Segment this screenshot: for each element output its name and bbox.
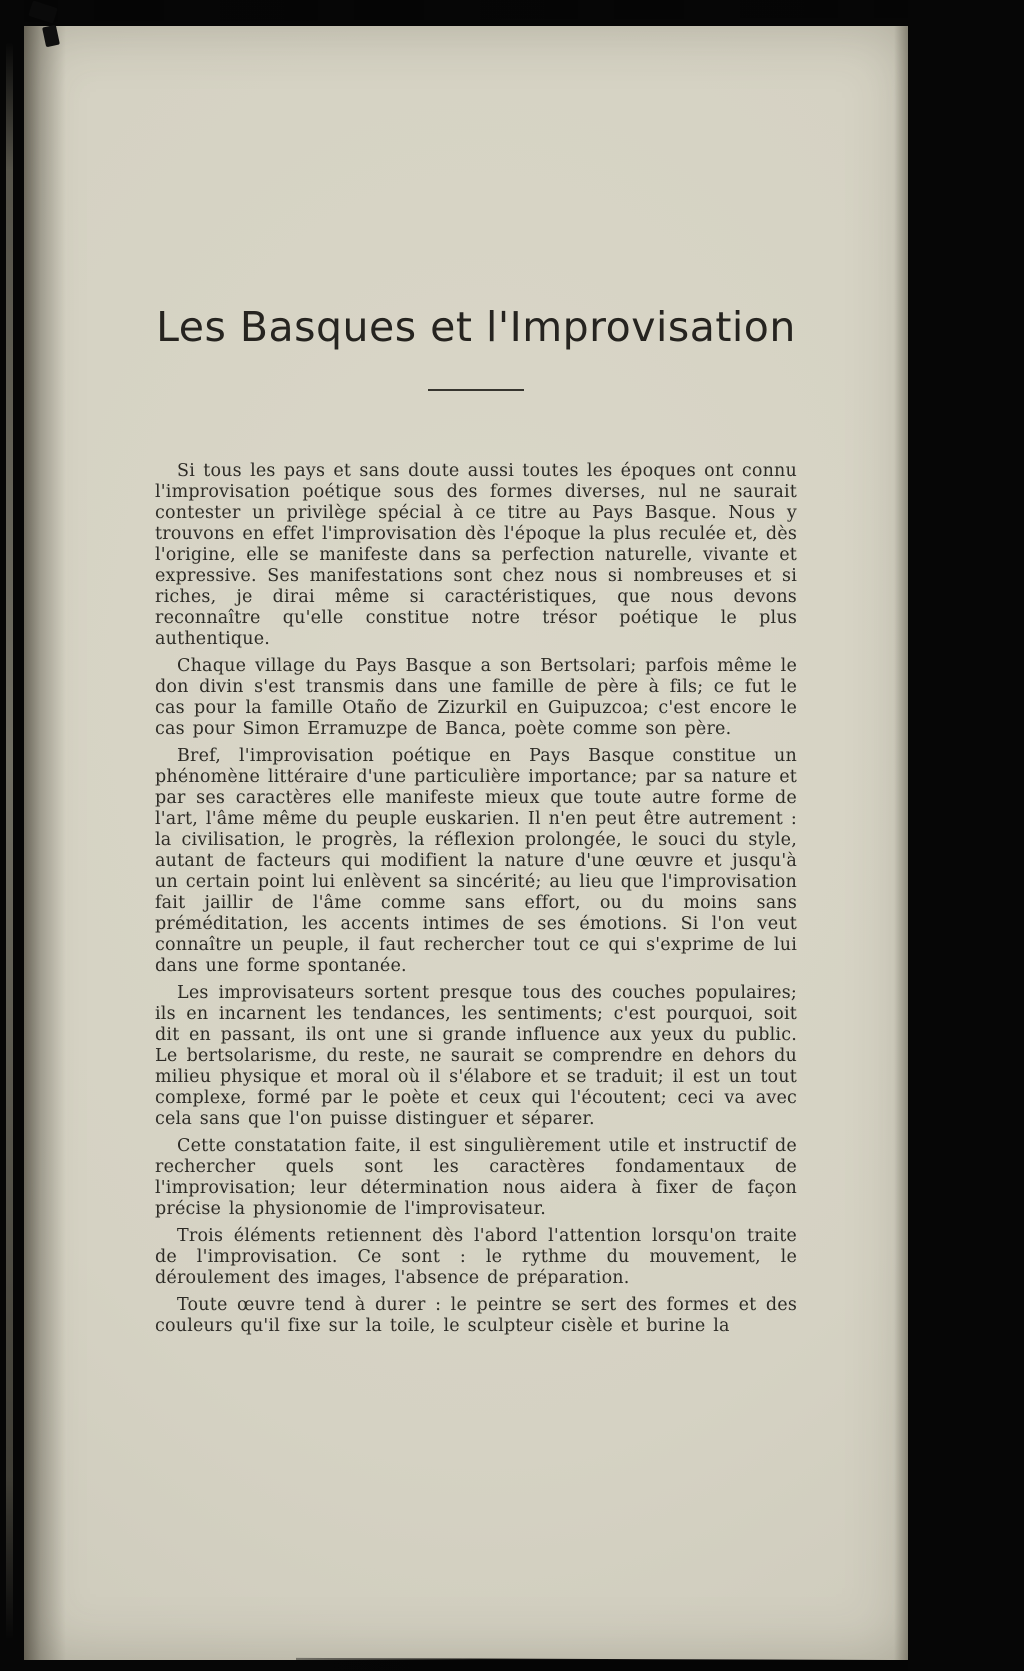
paragraph: Si tous les pays et sans doute aussi toutes les époques ont connu l'improvisation poétique sous des formes diverses, nul ne saurait contester un privilège spécial à ce titre au Pays Basque. Nous y trouvons en effet l'improvisation dès l'époque la plus reculée et, dès l'origine, elle se manifeste dans sa perfection naturelle, vivante et expressive. Ses manifestations sont chez nous si nombreuses et si riches, je dirai même si caractéristiques, que nous devons reconnaître qu'elle constitue notre trésor poétique le plus authentique.	[155, 461, 797, 650]
body-text	[155, 461, 797, 1337]
binding-shadow	[24, 26, 66, 1660]
paragraph: Cette constatation faite, il est singulièrement utile et instructif de rechercher quels sont les caractères fondamentaux de l'improvisation; leur détermination nous aidera à fixer de façon précise la physionomie de l'improvisateur.	[155, 1136, 797, 1220]
paragraph: Toute œuvre tend à durer : le peintre se sert des formes et des couleurs qu'il fixe sur la toile, le sculpteur cisèle et burine la	[155, 1295, 797, 1337]
page-content	[155, 26, 797, 1343]
paragraph: Trois éléments retiennent dès l'abord l'attention lorsqu'on traite de l'improvisation. Ce sont : le rythme du mouvement, le déroulement des images, l'absence de préparation.	[155, 1226, 797, 1289]
paragraph: Bref, l'improvisation poétique en Pays Basque constitue un phénomène littéraire d'une particulière importance; par sa nature et par ses caractères elle manifeste mieux que toute autre forme de l'art, l'âme même du peuple euskarien. Il n'en peut être autrement : la civilisation, le progrès, la réflexion prolongée, le souci du style, autant de facteurs qui modifient la nature d'une œuvre et jusqu'à un certain point lui enlèvent sa sincérité; au lieu que l'improvisation fait jaillir de l'âme comme sans effort, ou du moins sans préméditation, les accents intimes de ses émotions. Si l'on veut connaître un peuple, il faut rechercher tout ce qui s'exprime de lui dans une forme spontanée.	[155, 746, 797, 977]
book-page	[24, 26, 908, 1660]
paragraph: Chaque village du Pays Basque a son Bertsolari; parfois même le don divin s'est transmis dans une famille de père à fils; ce fut le cas pour la famille Otaño de Zizurkil en Guipuzcoa; c'est encore le cas pour Simon Erramuzpe de Banca, poète comme son père.	[155, 656, 797, 740]
paragraph: Les improvisateurs sortent presque tous des couches populaires; ils en incarnent les tendances, les sentiments; c'est pourquoi, soit dit en passant, ils ont une si grande influence aux yeux du public. Le bertsolarisme, du reste, ne saurait se comprendre en dehors du milieu physique et moral où il s'élabore et se traduit; il est un tout complexe, formé par le poète et ceux qui l'écoutent; ceci va avec cela sans que l'on puisse distinguer et séparer.	[155, 983, 797, 1130]
page-title: Les Basques et l'Improvisation	[156, 303, 796, 351]
spine-highlight	[6, 42, 13, 1640]
title-divider	[428, 389, 524, 391]
scan-bottom-edge	[296, 1658, 908, 1671]
scan-top-edge	[24, 0, 908, 22]
page-right-edge	[894, 26, 908, 1660]
